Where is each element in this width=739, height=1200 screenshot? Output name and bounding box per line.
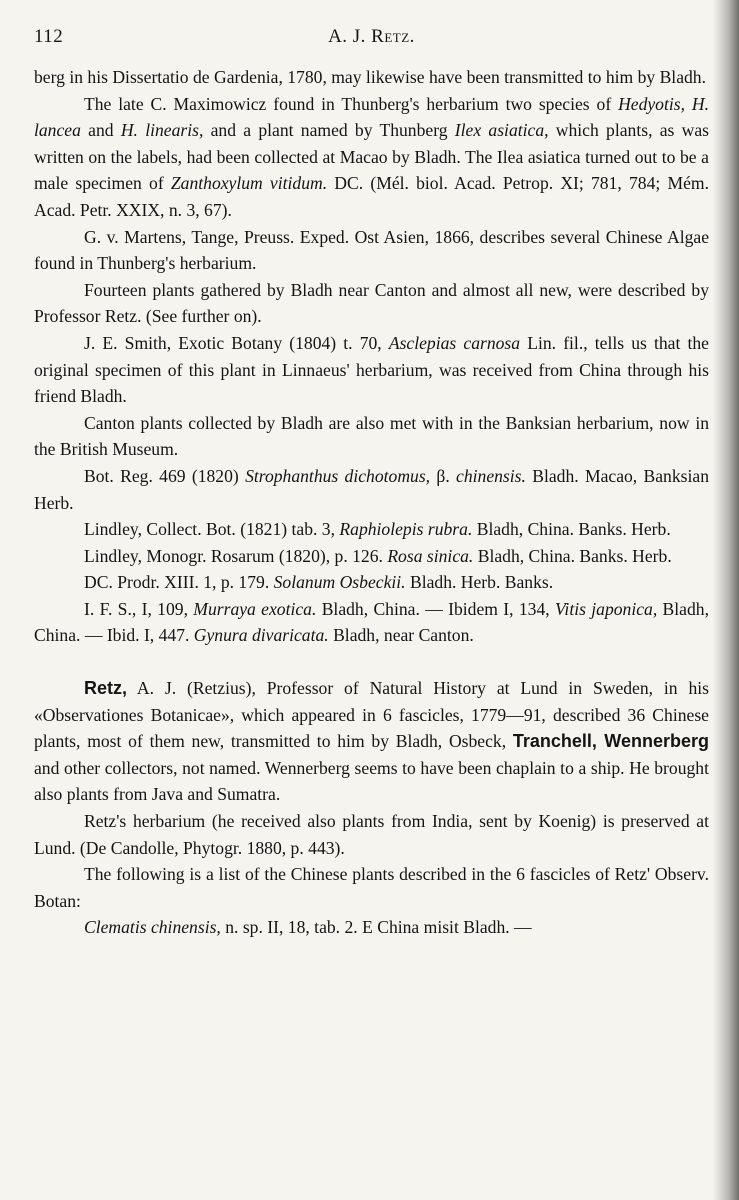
text-run: A. J. (Retzius), Professor of Natural History at Lund in Sweden, in his «Observationes Botanicae», which appeared in 6 fascicles, 1779—91, described 36 Chinese plants, most of them new, transmitted to him by Bladh, Osbeck, bbox=[34, 678, 709, 752]
text-run: and other collectors, not named. Wennerberg seems to have been chaplain to a ship. He brought also plants from Java and Sumatra. bbox=[34, 757, 709, 805]
author-name: Retz, bbox=[84, 678, 128, 699]
species-name: Ilex asiatica, bbox=[454, 120, 549, 141]
text-run: J. E. Smith, Exotic Botany (1804) t. 70, bbox=[84, 332, 389, 353]
paragraph-4 bbox=[34, 277, 709, 330]
text-run: Bladh, China. Banks. Herb. bbox=[472, 519, 671, 540]
paragraph-8 bbox=[34, 516, 709, 543]
text-run: Fourteen plants gathered by Bladh near Canton and almost all new, were described by Professor Retz. (See further on). bbox=[34, 279, 709, 327]
text-run: Bladh, near Canton. bbox=[328, 625, 474, 646]
paragraph-10 bbox=[34, 569, 709, 596]
paragraph-7 bbox=[34, 463, 709, 516]
text-run: Retz's herbarium (he received also plants from India, sent by Koenig) is preserved at Lund. (De Candolle, Phytogr. 1880, p. 443). bbox=[34, 811, 709, 858]
text-run: Canton plants collected by Bladh are also met with in the Banksian herbarium, now in the British Museum. bbox=[34, 412, 709, 460]
species-name: Asclepias carnosa bbox=[388, 332, 521, 353]
page-header bbox=[34, 20, 709, 50]
paragraph-14 bbox=[34, 861, 709, 914]
text-run: Bladh, China. Banks. Herb. bbox=[473, 545, 672, 566]
paragraph-3 bbox=[34, 224, 709, 277]
text-run: Lin. fil., tells us that the original specimen of this plant in Linnaeus' herbarium, was received from China through his friend Bladh. bbox=[34, 332, 709, 407]
text-run: and a plant named by Thunberg bbox=[203, 120, 455, 141]
section-gap bbox=[34, 649, 709, 675]
species-name: Murraya exotica. bbox=[193, 598, 317, 619]
body-text bbox=[34, 64, 709, 941]
text-run: which plants, as was written on the labels, had been collected at Macao by Bladh. The Ilea asiatica turned out to be a male specimen of bbox=[34, 120, 709, 194]
text-run: DC. Prodr. XIII. 1, p. 179. bbox=[84, 572, 274, 593]
species-name: Solanum Osbeckii. bbox=[273, 572, 406, 593]
text-run: Bladh, China. — Ibidem I, 134, bbox=[316, 598, 555, 619]
text-run: Bladh. Macao, Banksian Herb. bbox=[34, 465, 709, 513]
text-run: Lindley, Collect. Bot. (1821) tab. 3, bbox=[84, 519, 340, 540]
paragraph-1 bbox=[34, 64, 709, 91]
text-run: Bot. Reg. 469 (1820) bbox=[84, 465, 246, 486]
text-run: I. F. S., I, 109, bbox=[84, 598, 194, 619]
species-name: chinensis. bbox=[456, 465, 526, 486]
text-run: Bladh, China. — Ibid. I, 447. bbox=[34, 598, 709, 646]
species-name: Clematis chinensis, bbox=[84, 917, 221, 938]
text-run: The following is a list of the Chinese plants described in the 6 fascicles of Retz' Observ. Botan: bbox=[34, 864, 709, 911]
species-name: Raphiolepis rubra. bbox=[339, 519, 473, 540]
text-run: Lindley, Monogr. Rosarum (1820), p. 126. bbox=[84, 545, 388, 566]
species-name: H. linearis, bbox=[120, 120, 204, 141]
species-name: Gynura divaricata. bbox=[193, 625, 329, 646]
text-run: berg in his Dissertatio de Gardenia, 1780, may likewise have been transmitted to him by Bladh. bbox=[34, 67, 706, 87]
text-run: The late C. Maximowicz found in Thunberg's herbarium two species of bbox=[84, 93, 619, 114]
text-run: and bbox=[80, 120, 121, 141]
paragraph-11 bbox=[34, 596, 709, 649]
paragraph-15 bbox=[34, 914, 709, 941]
paragraph-13 bbox=[34, 808, 709, 861]
text-run: Bladh. Herb. Banks. bbox=[405, 572, 554, 593]
running-head: A. J. Retz. bbox=[328, 26, 415, 47]
text-run: β. bbox=[430, 465, 457, 486]
species-name: Hedyotis, H. lancea bbox=[34, 93, 709, 141]
paragraph-12 bbox=[34, 675, 709, 808]
paragraph-9 bbox=[34, 543, 709, 570]
text-run: G. v. Martens, Tange, Preuss. Exped. Ost Asien, 1866, describes several Chinese Algae found in Thunberg's herbarium. bbox=[34, 226, 709, 274]
species-name: Zanthoxylum vitidum. bbox=[170, 173, 328, 194]
collector-names: Tranchell, Wennerberg bbox=[512, 731, 709, 752]
page-number: 112 bbox=[34, 26, 64, 47]
paragraph-2 bbox=[34, 91, 709, 224]
species-name: Rosa sinica. bbox=[387, 545, 474, 566]
paragraph-5 bbox=[34, 330, 709, 410]
species-name: Strophanthus dichotomus, bbox=[245, 465, 431, 486]
text-run: n. sp. II, 18, tab. 2. E China misit Bladh. — bbox=[220, 917, 532, 938]
species-name: Vitis japonica, bbox=[554, 598, 658, 619]
text-run: DC. (Mél. biol. Acad. Petrop. XI; 781, 784; Mém. Acad. Petr. XXIX, n. 3, 67). bbox=[34, 173, 709, 220]
paragraph-6 bbox=[34, 410, 709, 463]
